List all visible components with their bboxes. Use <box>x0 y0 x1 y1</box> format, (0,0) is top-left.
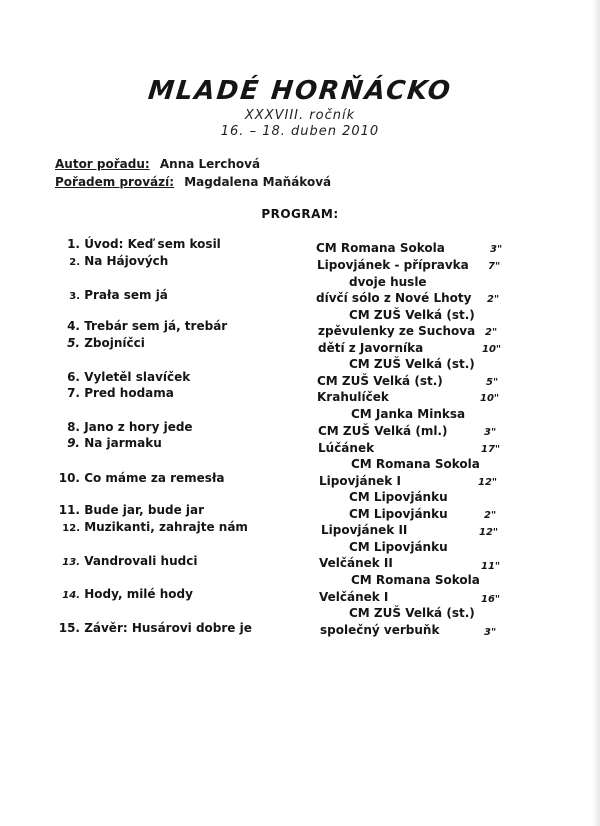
item-number: 12. <box>62 523 80 534</box>
item-title: Vandrovali hudci <box>84 554 198 568</box>
duration-mark: 2" <box>484 510 497 521</box>
item-title: Na jarmaku <box>84 436 162 450</box>
program-item <box>58 471 225 485</box>
item-title: Pred hodama <box>84 386 174 400</box>
program-item <box>58 436 162 450</box>
performer-line: dvoje husle <box>349 275 427 289</box>
duration-mark: 2" <box>487 294 500 305</box>
performer-line: dětí z Javorníka <box>318 341 424 355</box>
program-item <box>58 520 248 534</box>
item-number: 9. <box>67 436 80 450</box>
performer-line: CM ZUŠ Velká (st.) <box>317 374 443 388</box>
item-number: 7. <box>67 386 80 400</box>
performer-line: Velčánek II <box>319 556 393 570</box>
item-title: Bude jar, bude jar <box>84 503 205 517</box>
duration-mark: 2" <box>485 327 498 338</box>
program-item <box>58 386 174 400</box>
performer-line: CM Janka Minksa <box>351 407 466 421</box>
performer-line: společný verbuňk <box>320 623 440 637</box>
duration-mark: 10" <box>480 393 500 404</box>
performer-line: Lipovjánek II <box>321 523 408 537</box>
program-item <box>58 554 197 568</box>
program-item <box>58 237 221 251</box>
duration-mark: 3" <box>484 427 497 438</box>
performer-line: CM Lipovjánku <box>349 540 448 554</box>
item-number: 6. <box>67 370 80 384</box>
duration-mark: 17" <box>481 444 501 455</box>
program-item <box>58 587 193 601</box>
program-item <box>58 503 204 517</box>
host-value: Magdalena Maňáková <box>184 175 332 189</box>
item-title: Vyletěl slavíček <box>84 370 191 384</box>
performer-line: CM ZUŠ Velká (ml.) <box>318 424 448 438</box>
edition-subtitle: XXXVIII. ročník <box>244 108 356 123</box>
program-heading: PROGRAM: <box>261 207 339 221</box>
performer-line: Lúčánek <box>318 441 375 455</box>
item-number: 8. <box>67 420 80 434</box>
date-subtitle: 16. – 18. duben 2010 <box>220 124 380 139</box>
item-number: 2. <box>69 257 80 268</box>
performer-line: Krahulíček <box>317 390 389 404</box>
author-value: Anna Lerchová <box>159 157 261 171</box>
program-item <box>58 370 190 384</box>
item-title: Zbojníčci <box>84 336 145 350</box>
item-number: 4. <box>67 319 80 333</box>
performer-line: CM ZUŠ Velká (st.) <box>349 357 475 371</box>
host-label: Pořadem provází: <box>55 175 175 189</box>
item-title: Muzikanti, zahrajte nám <box>84 520 248 534</box>
duration-mark: 5" <box>486 377 499 388</box>
item-number: 10. <box>58 471 80 485</box>
item-number: 5. <box>67 336 80 350</box>
duration-mark: 3" <box>484 627 497 638</box>
item-number: 15. <box>58 621 80 635</box>
performer-line: Lipovjánek - přípravka <box>317 258 469 272</box>
performer-line: CM Lipovjánku <box>349 507 448 521</box>
performer-line: Lipovjánek I <box>319 474 401 488</box>
author-label: Autor pořadu: <box>55 157 150 171</box>
duration-mark: 16" <box>481 594 501 605</box>
item-title: Prała sem já <box>84 288 168 302</box>
duration-mark: 11" <box>481 561 501 572</box>
performer-line: CM Lipovjánku <box>349 490 448 504</box>
item-number: 11. <box>58 503 80 517</box>
item-title: Co máme za remesła <box>84 471 225 485</box>
performer-line: CM ZUŠ Velká (st.) <box>349 606 475 620</box>
host-line <box>55 175 331 189</box>
duration-mark: 10" <box>482 344 502 355</box>
program-item <box>58 621 252 635</box>
item-title: Závěr: Husárovi dobre je <box>84 621 252 635</box>
performer-line: CM Romana Sokola <box>316 241 445 255</box>
duration-mark: 7" <box>488 261 501 272</box>
paper-edge-shadow <box>592 0 600 826</box>
performer-line: CM Romana Sokola <box>351 573 480 587</box>
program-item <box>58 254 168 268</box>
performer-line: Velčánek I <box>319 590 389 604</box>
author-line <box>55 157 260 171</box>
item-number: 13. <box>62 557 80 568</box>
program-item <box>58 336 145 350</box>
program-item <box>58 420 193 434</box>
program-item <box>58 319 227 333</box>
duration-mark: 12" <box>478 477 498 488</box>
item-title: Na Hájových <box>84 254 169 268</box>
performer-line: CM ZUŠ Velká (st.) <box>349 308 475 322</box>
item-number: 14. <box>62 590 80 601</box>
performer-line: zpěvulenky ze Suchova <box>318 324 476 338</box>
item-number: 1. <box>67 237 80 251</box>
performer-line: CM Romana Sokola <box>351 457 480 471</box>
item-title: Úvod: Keď sem kosil <box>84 237 221 251</box>
duration-mark: 3" <box>490 244 503 255</box>
item-title: Jano z hory jede <box>84 420 193 434</box>
item-number: 3. <box>69 291 80 302</box>
duration-mark: 12" <box>479 527 499 538</box>
item-title: Trebár sem já, trebár <box>84 319 228 333</box>
performer-line: dívčí sólo z Nové Lhoty <box>316 291 472 305</box>
item-title: Hody, milé hody <box>84 587 193 601</box>
program-item <box>58 288 168 302</box>
festival-title: MLADÉ HORŇÁCKO <box>146 76 454 106</box>
